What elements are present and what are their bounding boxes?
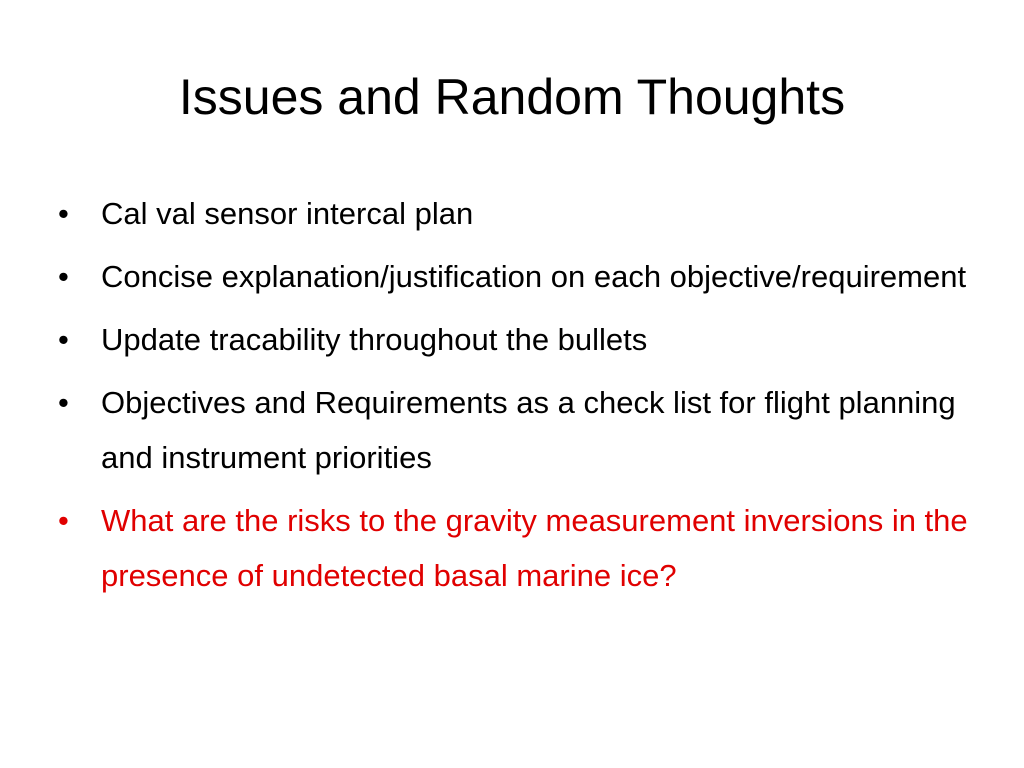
bullet-item (58, 312, 988, 367)
bullet-icon: • (58, 259, 69, 294)
bullet-list (58, 186, 988, 611)
bullet-icon: • (58, 503, 69, 538)
bullet-item (58, 186, 988, 241)
bullet-item (58, 249, 988, 304)
bullet-text: Objectives and Requirements as a check list for flight planning and instrument priorities (101, 385, 956, 475)
bullet-text: Cal val sensor intercal plan (101, 196, 474, 231)
bullet-text: What are the risks to the gravity measurement inversions in the presence of undetected basal marine ice? (101, 503, 968, 593)
bullet-text: Concise explanation/justification on each objective/requirement (101, 259, 967, 294)
bullet-icon: • (58, 196, 69, 231)
bullet-item-highlighted (58, 493, 988, 603)
bullet-text: Update tracability throughout the bullets (101, 322, 648, 357)
bullet-icon: • (58, 385, 69, 420)
bullet-icon: • (58, 322, 69, 357)
slide-title: Issues and Random Thoughts (178, 69, 846, 125)
bullet-item (58, 375, 988, 485)
